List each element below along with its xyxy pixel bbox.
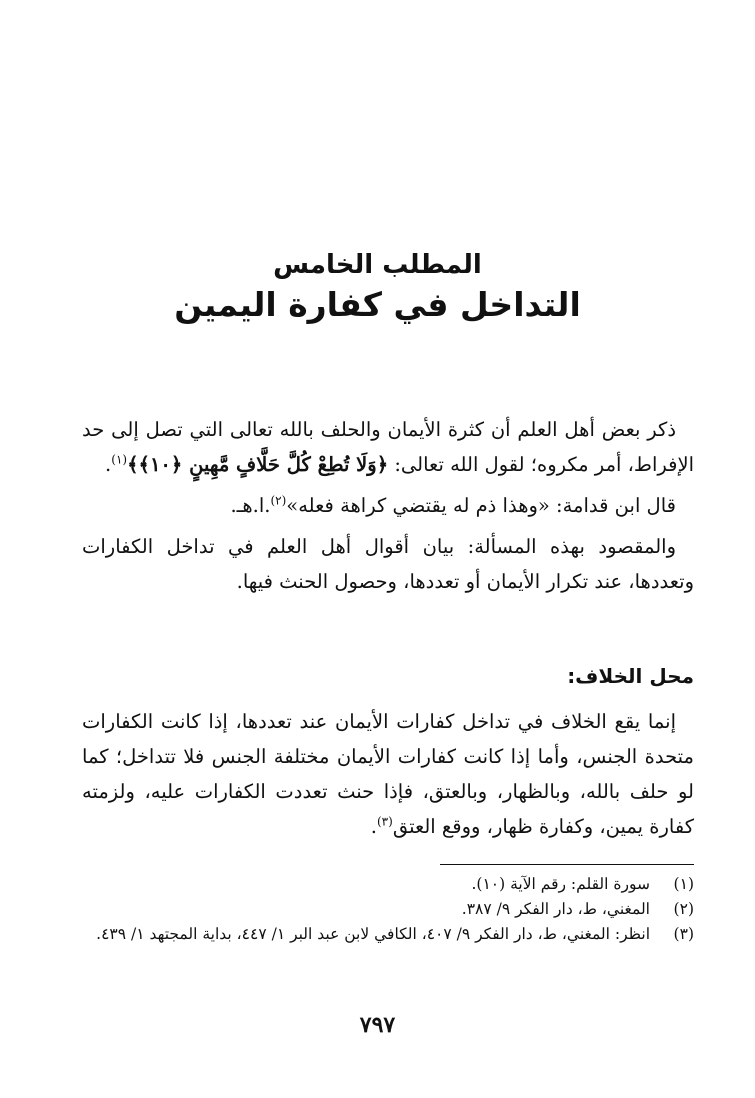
intro-p2-text: قال ابن قدامة: «وهذا ذم له يقتضي كراهة فعله» — [286, 494, 676, 517]
footnote-item — [82, 922, 694, 947]
footnote-divider — [440, 864, 694, 865]
footnote-number: (١) — [673, 875, 694, 893]
dispute-p-text: إنما يقع الخلاف في تداخل كفارات الأيمان عند تعددها، إذا كانت الكفارات متحدة الجنس، وأما إذا كانت كفارات الأيمان مختلفة الجنس فلا تتداخل؛ كما لو حلف بالله، وبالظهار، وبالعتق، فإذا حنث تعددت الكفارات عليه، ولزمته كفارة يمين، وكفارة ظهار، ووقع العتق — [82, 710, 694, 838]
section-subtitle: المطلب الخامس — [273, 250, 482, 280]
footnote-text: سورة القلم: رقم الآية (١٠). — [471, 875, 650, 893]
dispute-heading: محل الخلاف: — [567, 664, 694, 688]
intro-paragraph-3: والمقصود بهذه المسألة: بيان أقوال أهل العلم في تداخل الكفارات وتعددها، عند تكرار الأيمان أو تعددها، وحصول الحنث فيها. — [82, 535, 694, 593]
section-titles — [0, 248, 755, 326]
footnote-item — [82, 872, 694, 897]
footnote-item — [82, 897, 694, 922]
quran-verse: ﴿وَلَا تُطِعْ كُلَّ حَلَّافٍ مَّهِينٍ ﴿١٠﴾﴾ — [127, 453, 389, 476]
footnote-ref-3: (٣) — [376, 814, 393, 829]
intro-p2-end: .ا.هـ. — [230, 494, 271, 517]
footnote-text: المغني، ط، دار الفكر ٩/ ٣٨٧. — [461, 900, 650, 918]
dispute-text — [82, 704, 694, 850]
footnote-text: انظر: المغني، ط، دار الفكر ٩/ ٤٠٧، الكافي لابن عبد البر ١/ ٤٤٧، بداية المجتهد ١/ ٤٣٩. — [96, 925, 650, 943]
intro-paragraph-2 — [82, 488, 694, 523]
footnote-ref-1: (١) — [111, 452, 128, 467]
intro-p1-text: ذكر بعض أهل العلم أن كثرة الأيمان والحلف بالله تعالى التي تصل إلى حد الإفراط، أمر مكروه؛ لقول الله تعالى: — [82, 418, 694, 476]
intro-p1-end: . — [105, 453, 112, 476]
dispute-p-end: . — [370, 815, 377, 838]
footnote-number: (٢) — [673, 900, 694, 918]
footnotes — [82, 872, 694, 947]
intro-text — [82, 412, 694, 605]
section-title: التداخل في كفارة اليمين — [174, 285, 581, 324]
dispute-paragraph — [82, 704, 694, 844]
page-number: ٧٩٧ — [359, 1012, 396, 1038]
footnote-number: (٣) — [673, 925, 694, 943]
footnote-ref-2: (٢) — [270, 493, 287, 508]
intro-paragraph-1 — [82, 412, 694, 482]
